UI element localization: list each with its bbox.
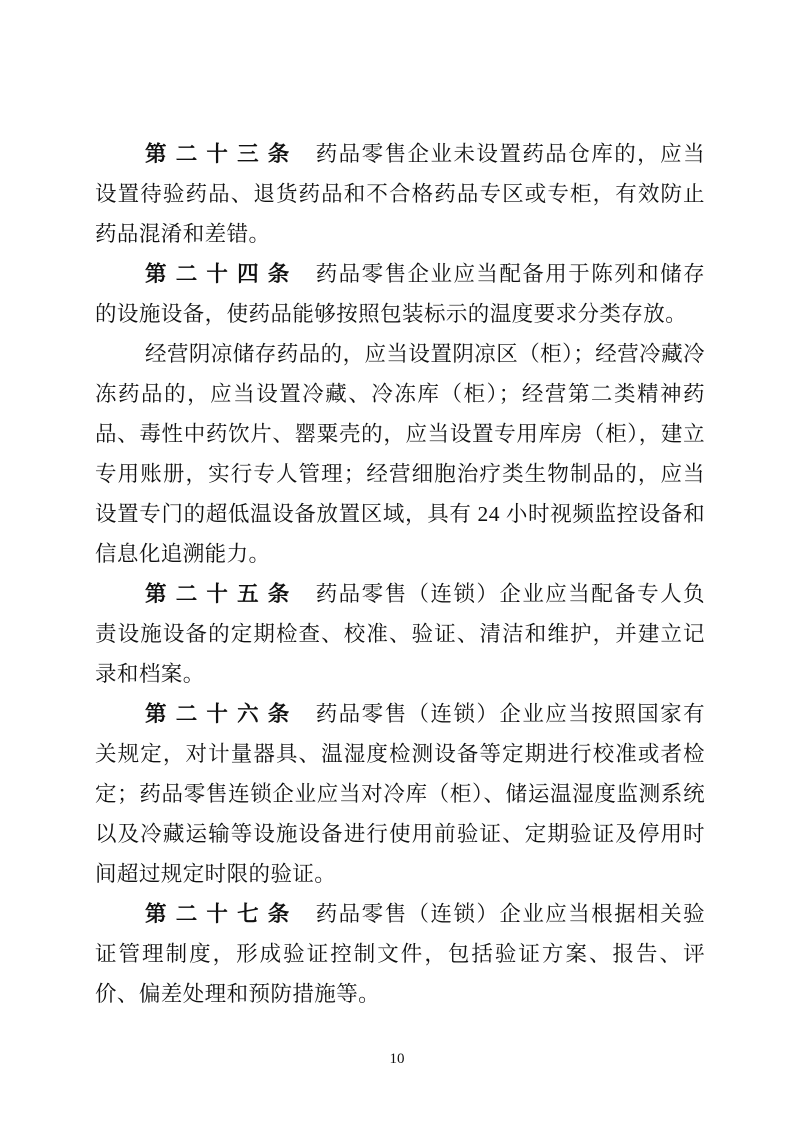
page-number: 10	[389, 1051, 405, 1067]
article-number-25: 第二十五条	[145, 582, 299, 606]
paragraph-article-25	[95, 574, 705, 694]
article-text-23: 药品零售企业未设置药品仓库的，应当设置待验药品、退货药品和不合格药品专区或专柜，有效防止药品混淆和差错。	[95, 142, 706, 246]
paragraph-article-26	[95, 694, 705, 894]
article-number-27: 第二十七条	[145, 902, 299, 926]
article-text-26: 药品零售（连锁）企业应当按照国家有关规定，对计量器具、温湿度检测设备等定期进行校准或者检定；药品零售连锁企业应当对冷库（柜）、储运温湿度监测系统以及冷藏运输等设施设备进行使用前验证、定期验证及停用时间超过规定时限的验证。	[95, 702, 706, 886]
article-text-25: 药品零售（连锁）企业应当配备专人负责设施设备的定期检查、校准、验证、清洁和维护，并建立记录和档案。	[95, 582, 706, 686]
paragraph-article-24	[95, 254, 705, 334]
article-number-24: 第二十四条	[145, 262, 299, 286]
document-body	[95, 134, 705, 1014]
article-number-23: 第二十三条	[145, 142, 299, 166]
article-text-24-continuation: 经营阴凉储存药品的，应当设置阴凉区（柜）；经营冷藏冷冻药品的，应当设置冷藏、冷冻库（柜）；经营第二类精神药品、毒性中药饮片、罂粟壳的，应当设置专用库房（柜），建立专用账册，实行专人管理；经营细胞治疗类生物制品的，应当设置专门的超低温设备放置区域，具有 24 小时视频监控设备和信息化追溯能力。	[95, 342, 705, 566]
paragraph-article-23	[95, 134, 705, 254]
article-text-27: 药品零售（连锁）企业应当根据相关验证管理制度，形成验证控制文件，包括验证方案、报告、评价、偏差处理和预防措施等。	[95, 902, 706, 1006]
paragraph-article-24-continuation	[95, 334, 705, 574]
article-text-24: 药品零售企业应当配备用于陈列和储存的设施设备，使药品能够按照包装标示的温度要求分类存放。	[95, 262, 706, 326]
article-number-26: 第二十六条	[145, 702, 299, 726]
paragraph-article-27	[95, 894, 705, 1014]
